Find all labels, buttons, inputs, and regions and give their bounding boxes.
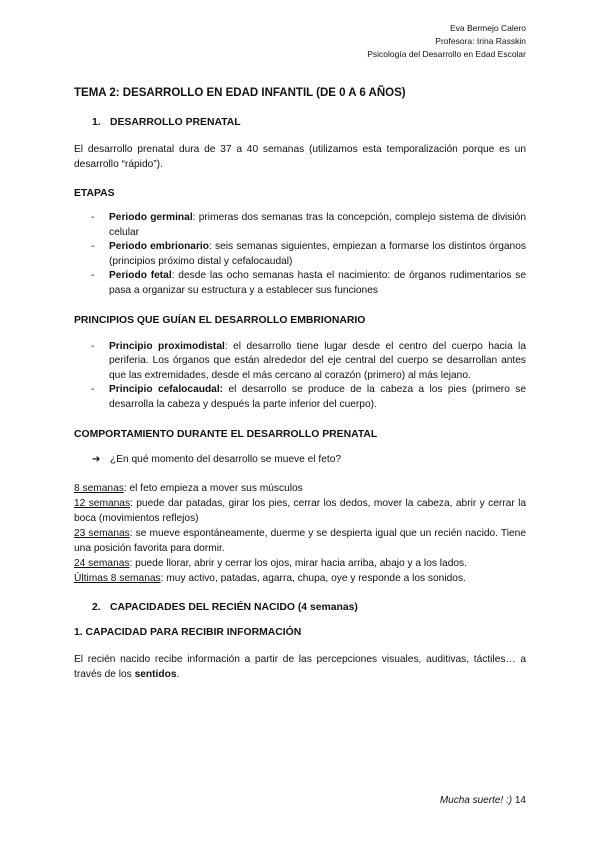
timeline-item [74, 496, 526, 526]
list-item: - Principio cefalocaudal: el desarrollo se produce de la cabeza a los pies (primero se desarrolla la cabeza y después la parte inferior del cuerpo). [91, 384, 526, 410]
capacidad-paragraph [74, 652, 526, 682]
principio-term: Principio proximodistal [109, 340, 225, 352]
professor-name: Profesora: Irina Rasskin [435, 36, 526, 46]
etapas-list [74, 211, 526, 299]
list-item: - Periodo embrionario: seis semanas siguientes, empiezan a formarse los distintos órganos (principios próximo distal y cefalocaudal) [91, 241, 526, 267]
principio-text: : el desarrollo tiene lugar desde el centro del cuerpo hacia la periferia. Los órganos que están alrededor del eje central del cuerpo se desarrollan antes que las extremidades, desde el más cercano al corazón (primero) al más lejano. [109, 340, 526, 381]
principio-term: Principio cefalocaudal: [109, 384, 224, 396]
question-text: ¿En qué momento del desarrollo se mueve el feto? [110, 453, 342, 465]
timeline-item [74, 571, 526, 586]
footer-note: Mucha suerte! :) [439, 795, 513, 806]
list-item: - Principio proximodistal: el desarrollo tiene lugar desde el centro del cuerpo hacia la periferia. Los órganos que están alrededor del eje central del cuerpo se desarrollan antes que las extremidades, desde el más cercano al corazón (primero) al más lejano. [91, 340, 526, 381]
section-1-heading [74, 117, 526, 128]
capacidad-bold: sentidos [134, 668, 177, 680]
prenatal-intro: El desarrollo prenatal dura de 37 a 40 semanas (utilizamos esta temporalización porque es un desarrollo “rápido”). [74, 144, 526, 170]
section-2-title: CAPACIDADES DEL RECIÉN NACIDO (4 semanas) [110, 601, 358, 613]
etapa-term: Periodo embrionario [109, 241, 209, 253]
etapa-term: Periodo fetal [109, 270, 172, 282]
etapa-text: : desde las ocho semanas hasta el nacimiento: de órganos rudimentarios se pasa a organizar su estructura y a establecer sus funciones [109, 270, 527, 296]
page-header [367, 22, 526, 61]
timeline-item [74, 481, 526, 496]
capacidad-end: . [176, 668, 180, 680]
etapa-text: : primeras dos semanas tras la concepción, complejo sistema de división celular [109, 212, 526, 238]
principios-heading: PRINCIPIOS QUE GUÍAN EL DESARROLLO EMBRIONARIO [74, 314, 366, 326]
course-name: Psicología del Desarrollo en Edad Escolar [367, 49, 526, 59]
timeline-text: : puede dar patadas, girar los pies, cerrar los dedos, mover la cabeza, abrir y cerrar la boca (movimientos reflejos) [74, 497, 527, 524]
timeline-label: 24 semanas [74, 557, 130, 569]
list-item: - Periodo fetal: desde las ocho semanas hasta el nacimiento: de órganos rudimentarios se pasa a organizar su estructura y a establecer sus funciones [91, 270, 527, 296]
comportamiento-heading: COMPORTAMIENTO DURANTE EL DESARROLLO PRENATAL [74, 428, 378, 440]
question-item [74, 452, 526, 467]
arrow-icon: ➔ [92, 453, 101, 465]
section-1-number: 1. [92, 117, 101, 128]
capacidad-text: El recién nacido recibe información a partir de las percepciones visuales, auditivas, táctiles… a través de los [74, 653, 526, 680]
timeline-label: 12 semanas [74, 497, 131, 509]
timeline [74, 481, 526, 586]
timeline-text: : se mueve espontáneamente, duerme y se despierta igual que un recién nacido. Tiene una posición favorita para dormir. [74, 527, 526, 554]
list-item: - Periodo germinal: primeras dos semanas tras la concepción, complejo sistema de división celular [91, 212, 526, 238]
document-title: TEMA 2: DESARROLLO EN EDAD INFANTIL (DE 0 A 6 AÑOS) [74, 87, 406, 99]
timeline-label: 8 semanas [74, 482, 124, 494]
capacidad-heading: 1. CAPACIDAD PARA RECIBIR INFORMACIÓN [74, 626, 302, 638]
section-2-heading [74, 602, 526, 613]
timeline-item [74, 556, 526, 571]
principios-list [74, 340, 526, 413]
timeline-label: 23 semanas [74, 527, 130, 539]
etapas-heading: ETAPAS [74, 188, 115, 199]
timeline-item [74, 526, 526, 556]
page-number: 14 [514, 795, 526, 806]
section-1-title: DESARROLLO PRENATAL [110, 117, 241, 128]
section-2-number: 2. [92, 601, 101, 613]
author-name: Eva Bermejo Calero [449, 23, 526, 33]
timeline-label: Últimas 8 semanas [74, 572, 161, 584]
etapa-term: Periodo germinal [109, 212, 193, 223]
document-body [74, 87, 526, 682]
timeline-text: : muy activo, patadas, agarra, chupa, oye y responde a los sonidos. [160, 572, 466, 584]
etapa-text: : seis semanas siguientes, empiezan a formarse los distintos órganos (principios próximo distal y cefalocaudal) [109, 241, 526, 267]
page-footer [440, 795, 526, 806]
principio-text: el desarrollo se produce de la cabeza a los pies (primero se desarrolla la cabeza y después la parte inferior del cuerpo). [109, 384, 526, 410]
timeline-text: : el feto empieza a mover sus músculos [123, 482, 303, 494]
timeline-text: : puede llorar, abrir y cerrar los ojos, mirar hacia arriba, abajo y a los lados. [129, 557, 467, 569]
